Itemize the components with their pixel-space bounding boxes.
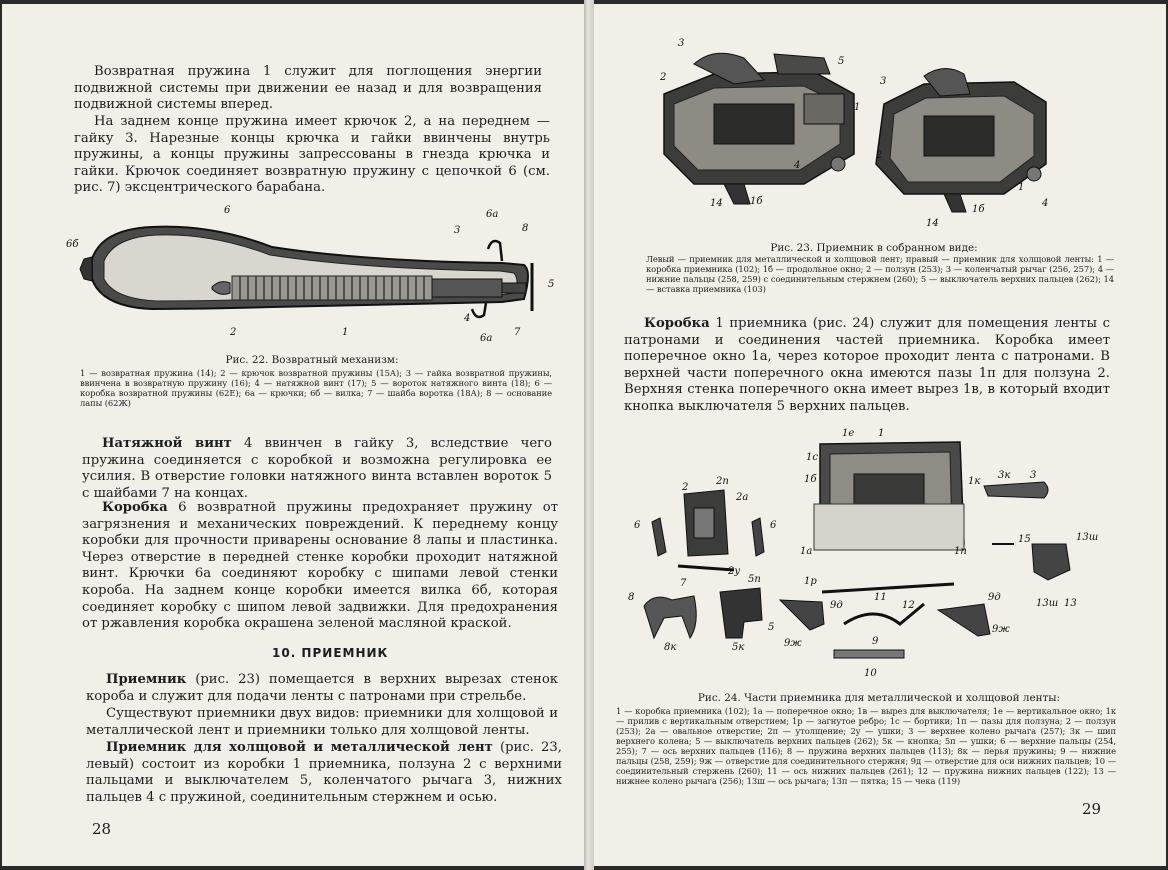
figure-24-caption: 1 — коробка приемника (102); 1а — поперечное окно; 1в — вырез для выключателя; 1е — вертикальное окно; 1к — прилив с вертикальным отверстием; 1р — загнутое ребро; 1с — бортики; 1п — пазы для ползуна; 2 — ползун (253); 2а — овальное отверстие; 2п — утолщение; 2у — ушки; 3 — верхнее колено рычага (257); 3к — шип верхнего колена; 5 — выключатель верхних пальцев (262); 5к — кнопка; 5п — ушки; 6 — верхние пальцы (254, 255); 7 — ось верхних пальцев (116); 8 — пружина верхних пальцев (113); 8к — перья пружины; 9 — нижние пальцы (258, 259); 9ж — отверстие для соединительного стержня; 9д — отверстие для оси нижних пальцев; 10 — соединительный стержень (260); 11 — ось нижних пальцев (261); 12 — пружина нижних пальцев (122); 13 — нижнее колено рычага (256); 13ш — ось рычага; 13п — пятка; 15 — чека (119) — [616, 706, 1116, 786]
fig23-right-label-2: 2 — [876, 150, 883, 161]
paragraph-tension-screw — [82, 436, 552, 502]
figure-24-title: Рис. 24. Части приемника для металлической и холщовой ленты: — [697, 692, 1061, 704]
fig24-label-8k: 8к — [664, 642, 677, 653]
spring-box-term: Коробка — [102, 500, 168, 515]
receiver-left-drawing — [664, 53, 854, 204]
fig24-label-1a: 1а — [800, 546, 813, 557]
fig24-label-13sh-top: 13ш — [1076, 532, 1099, 543]
figure-22-return-mechanism — [62, 199, 562, 349]
tension-screw-term: Натяжной винт — [102, 436, 232, 451]
fig24-label-3k: 3к — [998, 470, 1011, 481]
fig24-label-9: 9 — [872, 636, 879, 647]
fig24-label-3: 3 — [1030, 470, 1037, 481]
paragraph-receiver-box — [624, 316, 1110, 416]
book-gutter — [584, 0, 594, 870]
fig22-label-6a-top: 6а — [486, 209, 499, 220]
fig24-label-11: 11 — [874, 592, 887, 603]
fig24-label-2a: 2а — [736, 492, 749, 503]
fig22-label-1: 1 — [342, 327, 349, 338]
fig23-right-label-14: 14 — [926, 218, 939, 229]
fig24-label-2u: 2у — [728, 566, 741, 577]
paragraph-receiver-types: Существуют приемники двух видов: приемники для холщовой и металлической лент и приемники только для холщовой ленты. — [86, 706, 558, 738]
fig24-label-8: 8 — [628, 592, 635, 603]
fig23-right-label-1b: 1б — [972, 204, 985, 215]
fig24-label-5k: 5к — [732, 642, 745, 653]
fig24-label-1: 1 — [878, 428, 885, 439]
fig24-label-15: 15 — [1018, 534, 1031, 545]
fig24-label-5p: 5п — [748, 574, 761, 585]
fig24-label-1b: 1б — [804, 474, 817, 485]
spring-box-text: 6 возвратной пружины предохраняет пружину от загрязнения и механических повреждений. К переднему концу коробки для прочности приварены основание 8 лапы и пластинка. Через отверстие в передней стенке коробки проходит натяжной винт. Крючки 6а соединяют коробку с шипами левой стенки короба. На заднем конце коробки имеется вилка 6б, которая соединяет коробку с шипом левой задвижки. Для предохранения от ржавления коробка окрашена зеленой масляной краской. — [82, 500, 558, 632]
fig22-label-8: 8 — [522, 223, 529, 234]
receiver-composition-text: (рис. 23, левый) состоит из коробки 1 приемника, ползуна 2 с верхними пальцами и выключателем 5, коленчатого рычага 3, нижних пальцев 4 с пружиной, соединительным стержнем и осью. — [86, 740, 563, 805]
fig24-label-1e: 1е — [842, 428, 855, 439]
page-29 — [594, 4, 1166, 866]
fig23-right-label-1: 1 — [1018, 182, 1025, 193]
fig24-label-9d-right: 9д — [988, 592, 1001, 603]
figure-23-assembled-receiver — [654, 34, 1074, 230]
receiver-term: Приемник — [106, 672, 187, 687]
fig22-label-6b: 6б — [66, 239, 79, 250]
fig24-label-6-left: 6 — [634, 520, 641, 531]
paragraph-spring-hook: На заднем конце пружина имеет крючок 2, а на переднем — гайку 3. Нарезные концы крючка и гайки ввинчены внутрь пружины, а концы пружины запрессованы в гнезда крючка и гайки. Крючок соединяет возвратную пружину с цепочкой 6 (см. рис. 7) эксцентрического барабана. — [74, 114, 550, 196]
fig23-left-label-4: 4 — [794, 160, 801, 171]
figure-22-caption: 1 — возвратная пружина (14); 2 — крючок возвратной пружины (15А); 3 — гайка возвратной пружины, ввинчена в возвратную пружину (16); 4 — натяжной винт (17); 5 — вороток натяжного винта (18); 6 — коробка возвратной пружины (62Е); 6а — крючки; 6б — вилка; 7 — шайба воротка (18А); 8 — основание лапы (62Ж) — [80, 368, 552, 408]
fig22-label-6a-bottom: 6а — [480, 333, 493, 344]
fig24-label-9zh-right: 9ж — [992, 624, 1010, 635]
fig24-label-2: 2 — [682, 482, 689, 493]
fig23-left-label-14: 14 — [710, 198, 723, 209]
fig23-right-label-4: 4 — [1042, 198, 1049, 209]
fig22-label-4: 4 — [464, 313, 471, 324]
page-number-29: 29 — [1082, 800, 1102, 818]
fig23-left-label-1: 1 — [854, 102, 861, 113]
receiver-text: (рис. 23) помещается в верхних вырезах стенок короба и служит для подачи ленты с патронами при стрельбе. — [86, 672, 558, 704]
fig24-label-9zh-left: 9ж — [784, 638, 802, 649]
fig24-label-1p: 1п — [954, 546, 967, 557]
page-28 — [2, 4, 584, 866]
fig22-label-7: 7 — [514, 327, 521, 338]
receiver-box-text: 1 приемника (рис. 24) служит для помещения ленты с патронами и соединения частей приемника. Коробка имеет поперечное окно 1а, через которое проходит лента с патронами. В верхней части поперечного окна имеются пазы 1п для ползуна 2. Верхняя стенка поперечного окна имеет вырез 1в, в который входит кнопка выключателя 5 верхних пальцев. — [624, 316, 1110, 414]
receiver-composition-term: Приемник для холщовой и металлической лент — [106, 740, 493, 755]
fig24-label-7: 7 — [680, 578, 687, 589]
fig24-label-1r: 1р — [804, 576, 817, 587]
fig22-label-6: 6 — [224, 205, 231, 216]
fig24-label-10: 10 — [864, 668, 877, 679]
fig24-label-1k: 1к — [968, 476, 981, 487]
fig23-right-label-3: 3 — [880, 76, 887, 87]
paragraph-return-spring: Возвратная пружина 1 служит для поглощения энергии подвижной системы при движении ее назад и для возвращения подвижной системы вперед. — [74, 64, 542, 113]
figure-24-receiver-parts — [624, 424, 1124, 688]
fig24-label-6-right: 6 — [770, 520, 777, 531]
fig24-label-2p: 2п — [716, 476, 729, 487]
section-title-receiver: 10. ПРИЕМНИК — [272, 646, 389, 660]
fig22-label-5: 5 — [548, 279, 555, 290]
figure-23-title: Рис. 23. Приемник в собранном виде: — [770, 242, 978, 254]
paragraph-spring-box — [82, 500, 558, 633]
fig23-left-label-1b: 1б — [750, 196, 763, 207]
fig22-label-2: 2 — [230, 327, 237, 338]
paragraph-receiver — [86, 672, 558, 705]
fig23-left-label-5: 5 — [838, 56, 845, 67]
fig24-label-13: 13 — [1064, 598, 1077, 609]
fig24-label-1c: 1с — [806, 452, 818, 463]
fig23-left-label-3: 3 — [678, 38, 685, 49]
paragraph-receiver-composition — [86, 740, 562, 806]
fig24-label-9d-left: 9д — [830, 600, 843, 611]
fig24-label-13sh-bottom: 13ш — [1036, 598, 1059, 609]
figure-22-title: Рис. 22. Возвратный механизм: — [225, 354, 399, 366]
fig24-label-12: 12 — [902, 600, 915, 611]
page-number-28: 28 — [92, 820, 112, 838]
tension-screw-text: 4 ввинчен в гайку 3, вследствие чего пружина соединяется с коробкой и возможна регулировка ее усилия. В отверстие головки натяжного винта вставлен вороток 5 с шайбами 7 на концах. — [82, 436, 552, 501]
return-spring-box-drawing — [80, 227, 532, 317]
fig23-left-label-2: 2 — [660, 72, 667, 83]
fig22-label-3: 3 — [454, 225, 461, 236]
receiver-box-term: Коробка — [644, 316, 710, 331]
fig24-label-5: 5 — [768, 622, 775, 633]
figure-23-caption: Левый — приемник для металлической и холщовой лент; правый — приемник для холщовой ленты: 1 — коробка приемника (102); 1б — продольное окно; 2 — ползун (253); 3 — коленчатый рычаг (256, 257); 4 — нижние пальцы (258, 259) с соединительным стержнем (260); 5 — выключатель верхних пальцев (262); 14 — вставка приемника (103) — [646, 254, 1114, 294]
